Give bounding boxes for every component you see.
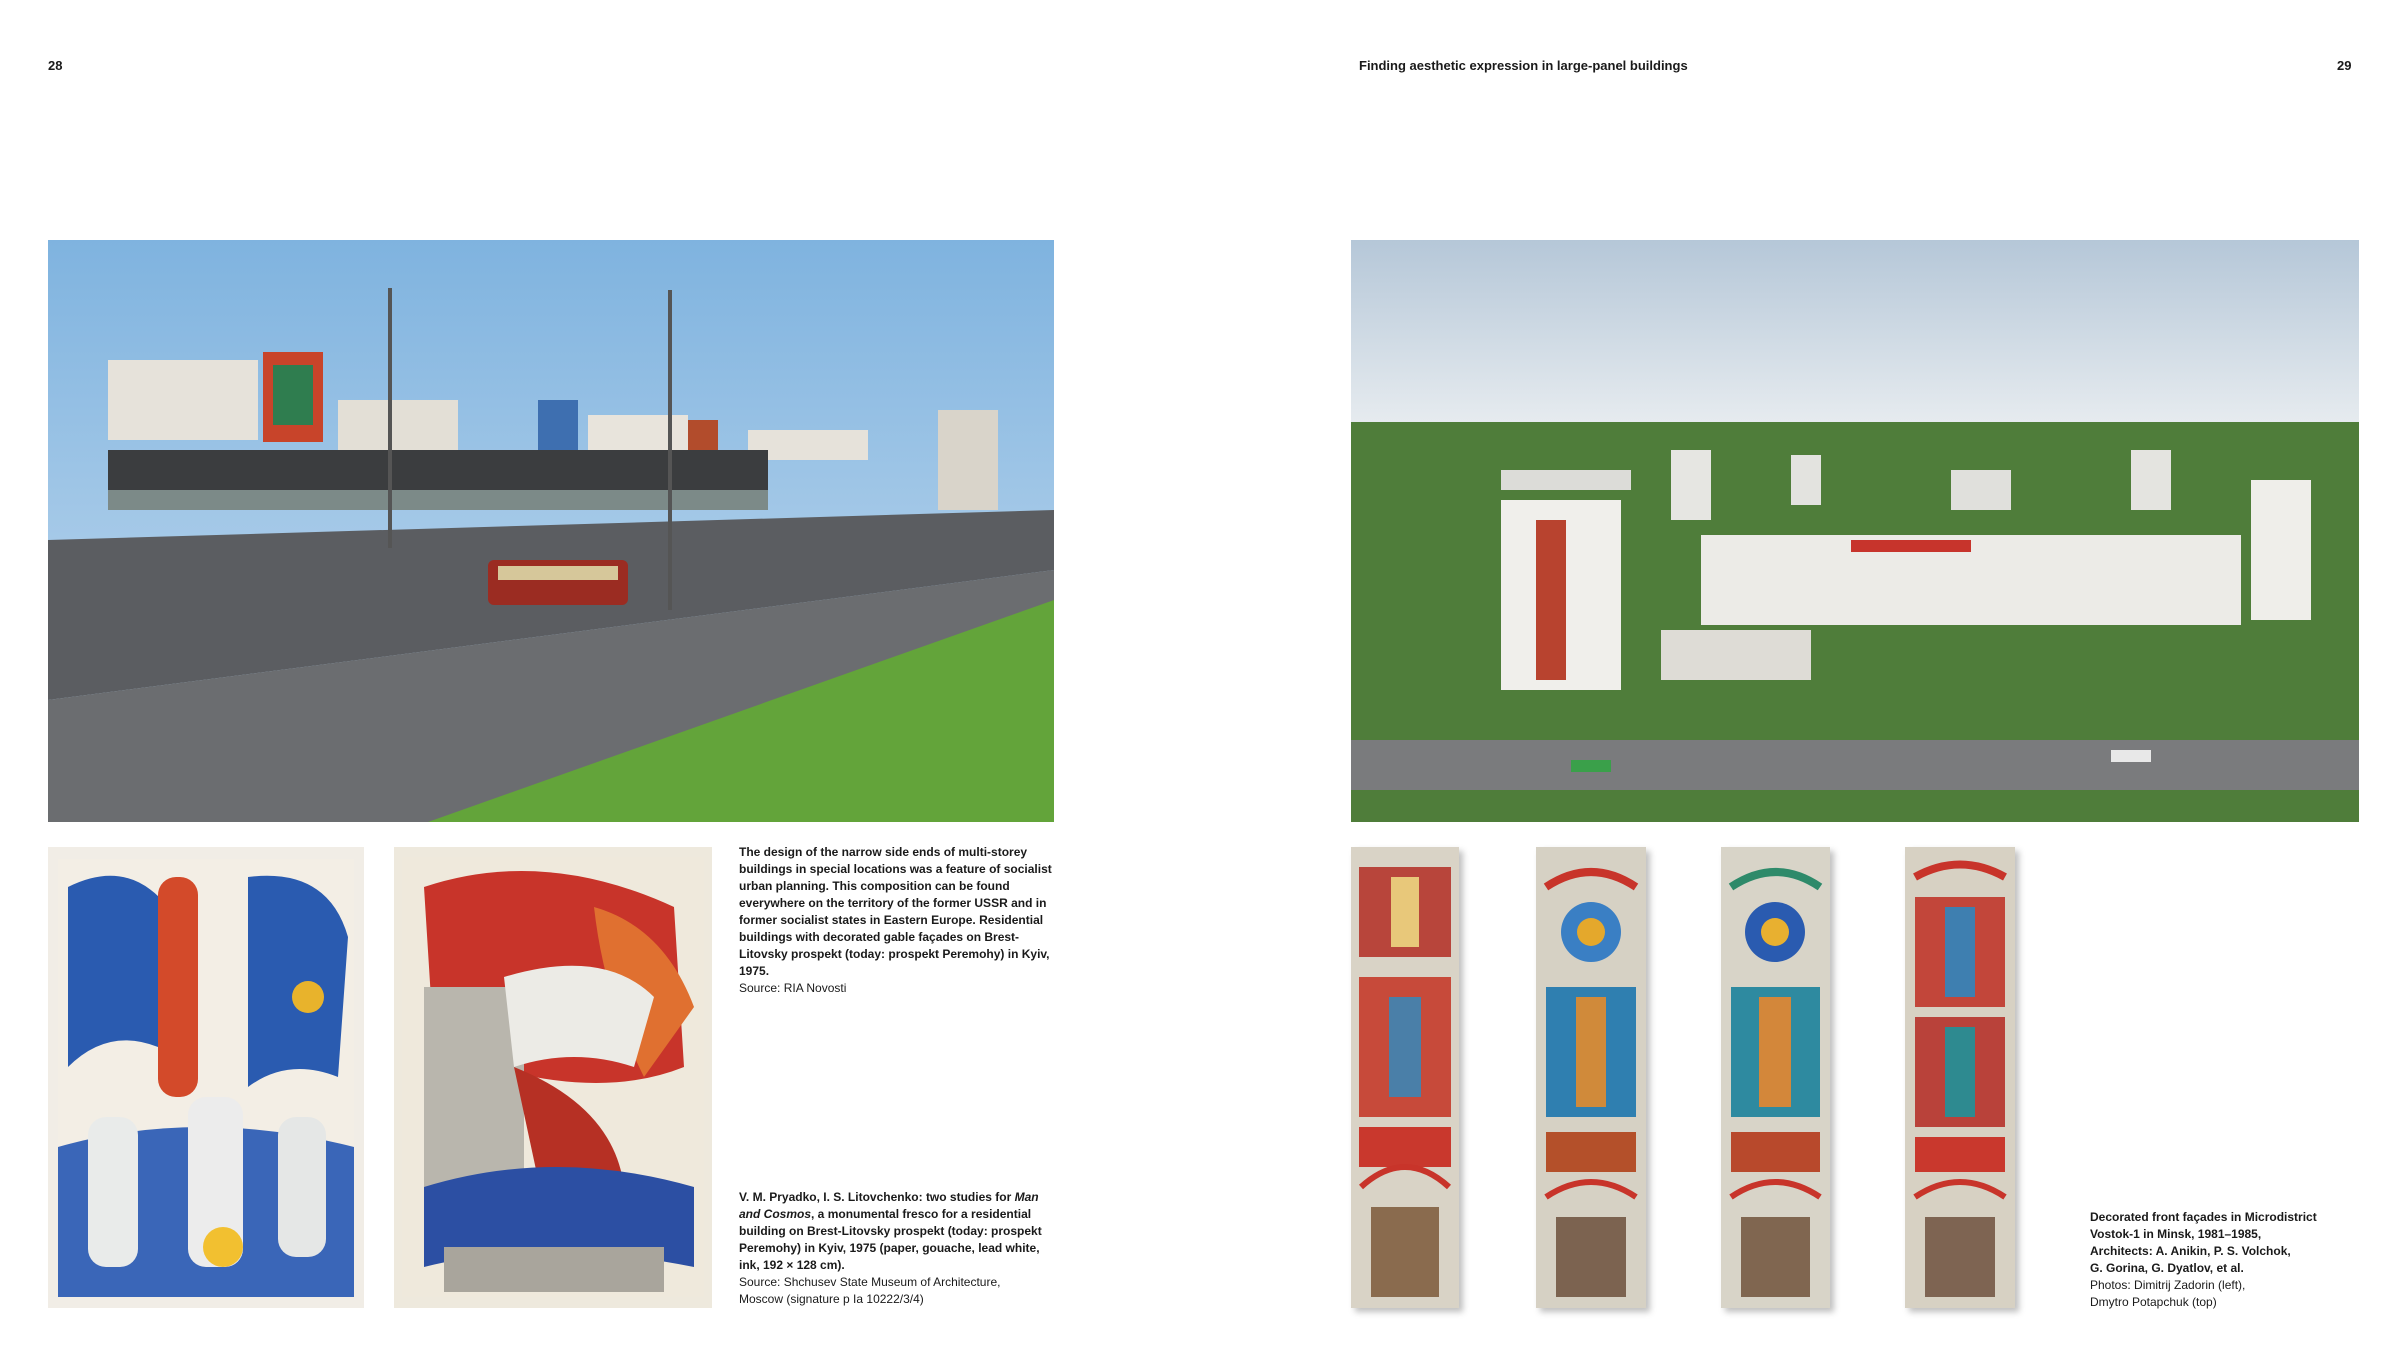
caption-kyiv-source: Source: RIA Novosti [739, 981, 847, 995]
caption-minsk-line-2: Vostok-1 in Minsk, 1981–1985, [2090, 1227, 2262, 1241]
facade-strip-3 [1721, 847, 1830, 1308]
page-number-right: 29 [2337, 58, 2352, 73]
facade-strip-1 [1351, 847, 1459, 1308]
caption-studies-source-2: Moscow (signature p Ia 10222/3/4) [739, 1292, 924, 1306]
facade-strip-2 [1536, 847, 1646, 1308]
caption-minsk [2090, 1209, 2360, 1311]
caption-studies-suffix: , a monumental fresco for a residential building on Brest-Litovsky prospekt (today: prospekt Peremohy) in Kyiv, 1975 (paper, gouache, lead white, ink, 192 × 128 cm). [739, 1207, 1042, 1272]
caption-minsk-line-4: G. Gorina, G. Dyatlov, et al. [2090, 1261, 2244, 1275]
caption-studies-text [739, 1189, 1059, 1274]
caption-minsk-line-1: Decorated front façades in Microdistrict [2090, 1210, 2317, 1224]
minsk-aerial-photo [1351, 240, 2359, 822]
kyiv-street-photo [48, 240, 1054, 822]
caption-minsk-source-2: Dmytro Potapchuk (top) [2090, 1295, 2217, 1309]
caption-kyiv-text: The design of the narrow side ends of multi-storey buildings in special locations was a feature of socialist urban planning. This composition can be found everywhere on the territory of the former USSR and in former socialist states in Eastern Europe. Residential buildings with decorated gable façades on Brest-Litovsky prospekt (today: prospekt Peremohy) in Kyiv, 1975. [739, 845, 1052, 978]
caption-studies-prefix: V. M. Pryadko, I. S. Litovchenko: two studies for [739, 1190, 1015, 1204]
facade-strip-4 [1905, 847, 2015, 1308]
caption-studies-title: Man and Cosmos [739, 1190, 1039, 1221]
mosaic-study-2 [394, 847, 712, 1308]
caption-kyiv-photo [739, 844, 1059, 997]
caption-minsk-source-1: Photos: Dimitrij Zadorin (left), [2090, 1278, 2246, 1292]
running-head: Finding aesthetic expression in large-panel buildings [1359, 58, 1688, 73]
mosaic-study-1 [48, 847, 364, 1308]
page-number-left: 28 [48, 58, 63, 73]
caption-minsk-line-3: Architects: A. Anikin, P. S. Volchok, [2090, 1244, 2291, 1258]
caption-studies-source-1: Source: Shchusev State Museum of Architecture, [739, 1275, 1001, 1289]
caption-studies [739, 1189, 1059, 1308]
